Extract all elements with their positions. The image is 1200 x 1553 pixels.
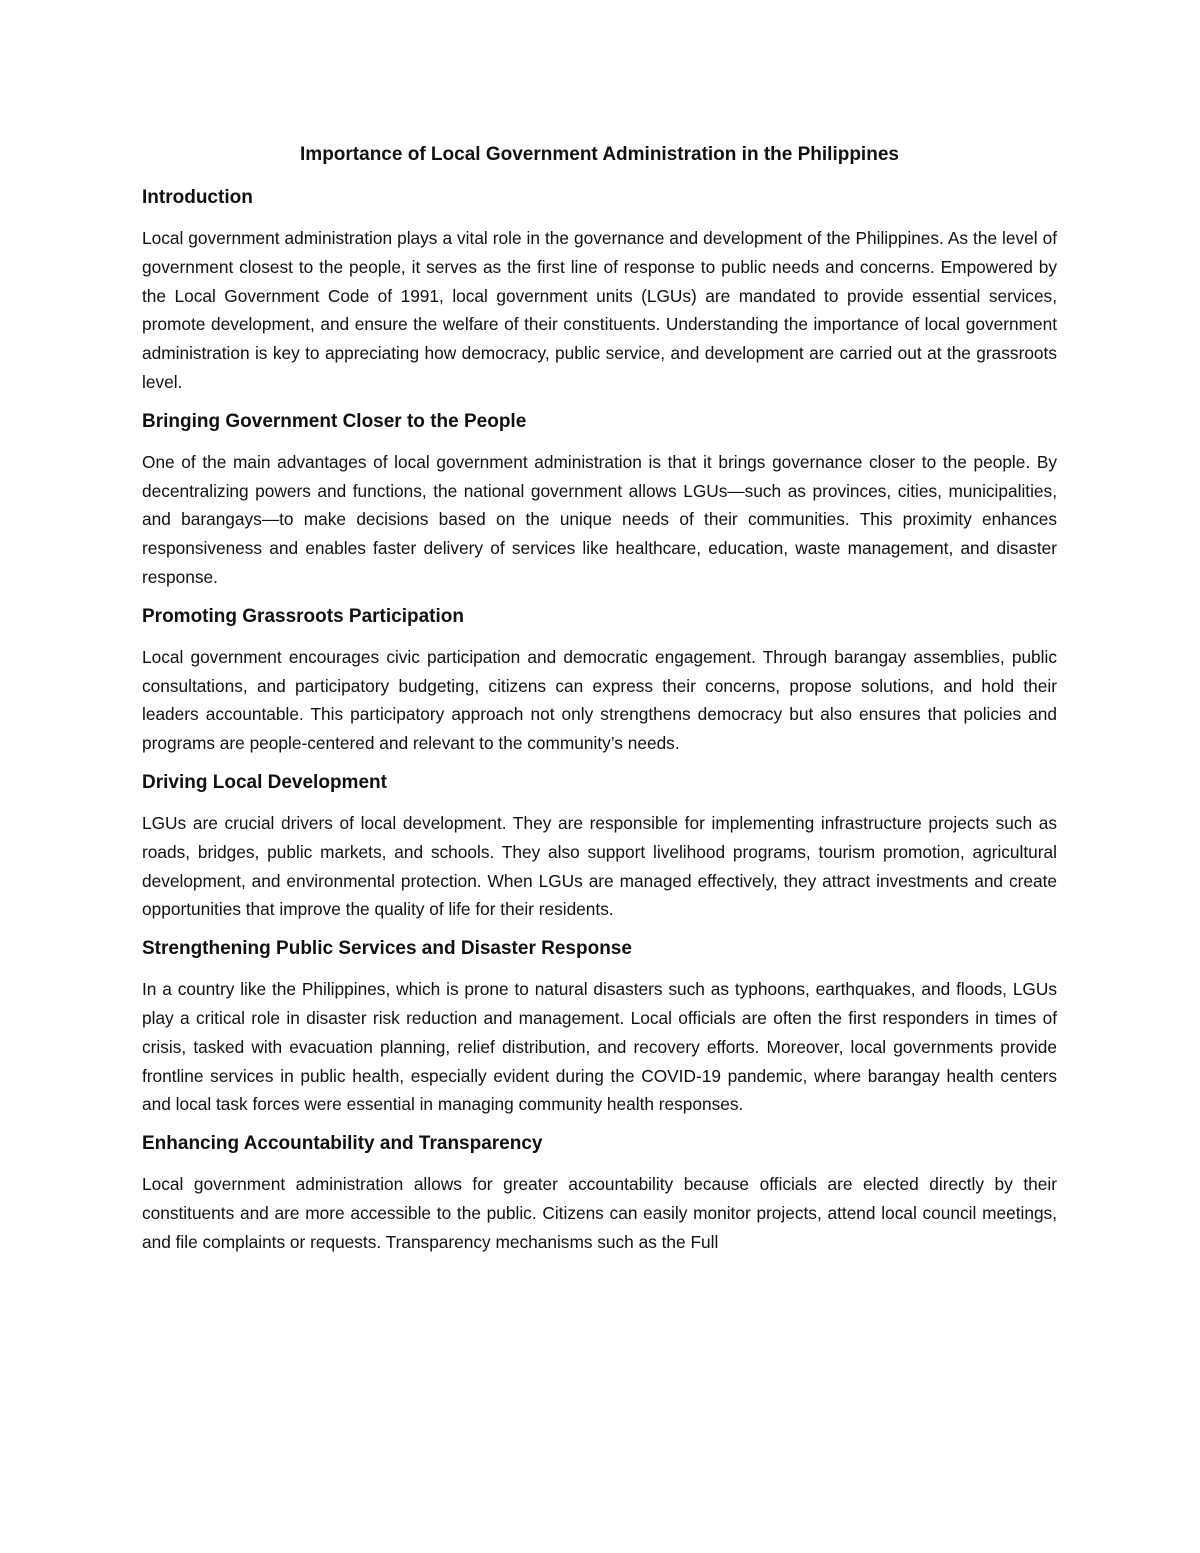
section-heading: Driving Local Development bbox=[142, 771, 387, 793]
section-grassroots-participation bbox=[142, 603, 1057, 758]
section-heading: Strengthening Public Services and Disaster Response bbox=[142, 938, 632, 960]
section-bringing-government-closer bbox=[142, 408, 1057, 592]
section-paragraph: In a country like the Philippines, which is prone to natural disasters such as typhoons, earthquakes, and floods, LGUs play a critical role in disaster risk reduction and management. Local officials are often the first responders in times of crisis, tasked with evacuation planning, relief distribution, and recovery efforts. Moreover, local governments provide frontline services in public health, especially evident during the COVID-19 pandemic, where barangay health centers and local task forces were essential in managing community health responses. bbox=[142, 979, 1057, 1115]
section-public-services-disaster-response bbox=[142, 935, 1057, 1119]
section-paragraph: Local government administration plays a vital role in the governance and development of the Philippines. As the level of government closest to the people, it serves as the first line of response to public needs and concerns. Empowered by the Local Government Code of 1991, local government units (LGUs) are mandated to provide essential services, promote development, and ensure the welfare of their constituents. Understanding the importance of local government administration is key to appreciating how democracy, public service, and development are carried out at the grassroots level. bbox=[142, 228, 1057, 392]
section-paragraph: LGUs are crucial drivers of local development. They are responsible for implementing infrastructure projects such as roads, bridges, public markets, and schools. They also support livelihood programs, tourism promotion, agricultural development, and environmental protection. When LGUs are managed effectively, they attract investments and create opportunities that improve the quality of life for their residents. bbox=[142, 812, 1057, 920]
section-heading: Promoting Grassroots Participation bbox=[142, 605, 464, 627]
section-heading: Introduction bbox=[142, 187, 253, 208]
document-title: Importance of Local Government Administration in the Philippines bbox=[300, 144, 899, 165]
section-heading: Bringing Government Closer to the People bbox=[142, 410, 527, 432]
section-paragraph: One of the main advantages of local government administration is that it brings governance closer to the people. By decentralizing powers and functions, the national government allows LGUs—such as provinces, cities, municipalities, and barangays—to make decisions based on the unique needs of their communities. This proximity enhances responsiveness and enables faster delivery of services like healthcare, education, waste management, and disaster response. bbox=[142, 451, 1057, 587]
section-introduction bbox=[142, 184, 1057, 397]
section-local-development bbox=[142, 769, 1057, 924]
document-page bbox=[142, 140, 1057, 1268]
section-heading: Enhancing Accountability and Transparency bbox=[142, 1133, 543, 1155]
section-accountability-transparency bbox=[142, 1130, 1057, 1256]
section-paragraph: Local government administration allows for greater accountability because officials are elected directly by their constituents and are more accessible to the public. Citizens can easily monitor projects, attend local council meetings, and file complaints or requests. Transparency mechanisms such as the Full bbox=[142, 1174, 1057, 1252]
section-paragraph: Local government encourages civic participation and democratic engagement. Through barangay assemblies, public consultations, and participatory budgeting, citizens can express their concerns, propose solutions, and hold their leaders accountable. This participatory approach not only strengthens democracy but also ensures that policies and programs are people-centered and relevant to the community’s needs. bbox=[142, 646, 1057, 754]
